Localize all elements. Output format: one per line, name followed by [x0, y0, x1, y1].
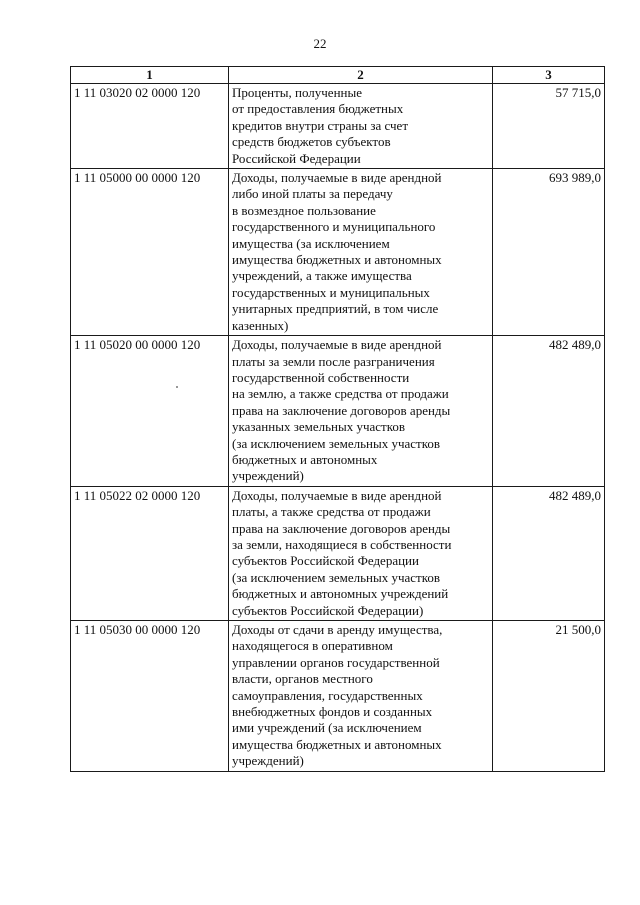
column-header-code: 1: [71, 67, 229, 84]
revenue-name: Доходы, получаемые в виде арендной либо иной платы за передачу в возмездное пользование государственного и муниципального имущества (за исключением имущества бюджетных и автономных учреждений, а также имущества государственных и муниципальных унитарных предприятий, в том числе казенных): [229, 169, 493, 336]
revenue-amount: 482 489,0: [493, 336, 605, 487]
scan-speck: [176, 386, 178, 388]
revenue-amount: 57 715,0: [493, 84, 605, 169]
revenue-name: Доходы, получаемые в виде арендной платы за земли после разграничения государственной собственности на землю, а также средства от продажи права на заключение договоров аренды указанных земельных участков (за исключением земельных участков бюджетных и автономных учреждений): [229, 336, 493, 487]
revenue-amount: 693 989,0: [493, 169, 605, 336]
revenue-amount: 21 500,0: [493, 621, 605, 772]
revenue-name: Доходы, получаемые в виде арендной платы, а также средства от продажи права на заключение договоров аренды за земли, находящиеся в собственности субъектов Российской Федерации (за исключением земельных участков бюджетных и автономных учреждений субъектов Российской Федерации): [229, 486, 493, 620]
revenue-code: 1 11 05030 00 0000 120: [71, 621, 229, 772]
column-header-amount: 3: [493, 67, 605, 84]
column-header-name: 2: [229, 67, 493, 84]
table-row: [71, 84, 605, 169]
table-row: [71, 336, 605, 487]
revenue-code: 1 11 05020 00 0000 120: [71, 336, 229, 487]
revenue-amount: 482 489,0: [493, 486, 605, 620]
revenue-name: Проценты, полученные от предоставления бюджетных кредитов внутри страны за счет средств бюджетов субъектов Российской Федерации: [229, 84, 493, 169]
table-row: [71, 169, 605, 336]
table-row: [71, 621, 605, 772]
revenue-code: 1 11 05000 00 0000 120: [71, 169, 229, 336]
page-number: 22: [313, 36, 327, 51]
budget-revenue-table: [70, 66, 605, 772]
revenue-code: 1 11 03020 02 0000 120: [71, 84, 229, 169]
revenue-name: Доходы от сдачи в аренду имущества, находящегося в оперативном управлении органов государственной власти, органов местного самоуправления, государственных внебюджетных фондов и созданных ими учреждений (за исключением имущества бюджетных и автономных учреждений): [229, 621, 493, 772]
revenue-code: 1 11 05022 02 0000 120: [71, 486, 229, 620]
table-header-row: [71, 67, 605, 84]
table-row: [71, 486, 605, 620]
